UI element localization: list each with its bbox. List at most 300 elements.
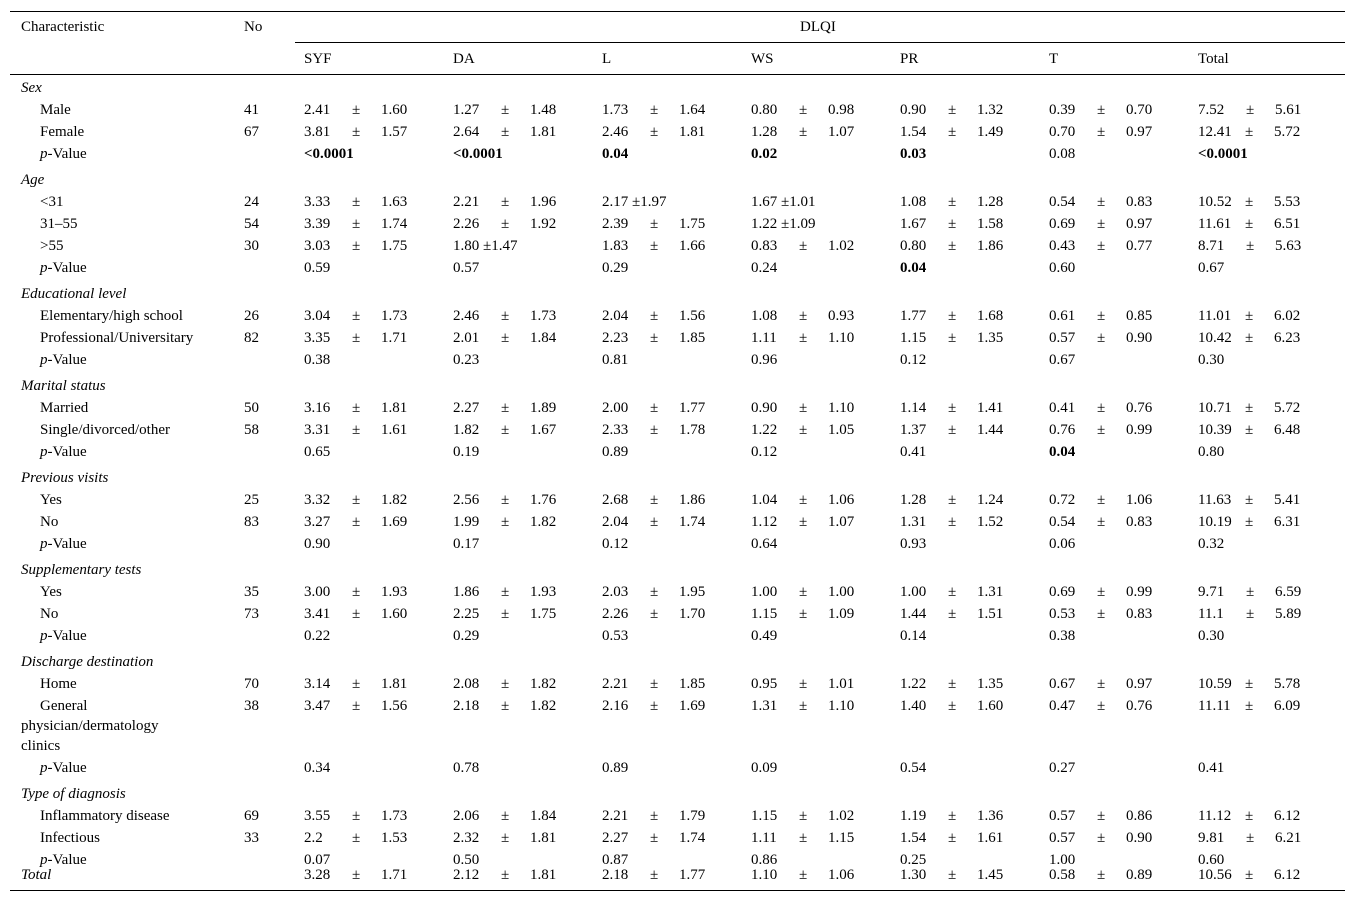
cell-pm: ± (650, 584, 659, 600)
cell-mean: 11.61 (1198, 216, 1232, 232)
row-label: Yes (40, 584, 62, 600)
cell-pm: ± (799, 238, 808, 254)
cell-pm: ± (650, 216, 659, 232)
cell-pm: ± (1245, 308, 1254, 324)
cell-pm: ± (650, 492, 659, 508)
cell-sd: 1.01 (828, 676, 855, 692)
cell-sd: 0.76 (1126, 400, 1153, 416)
row-count: 35 (244, 584, 259, 600)
cell-sd: 1.75 (679, 216, 706, 232)
cell-mean: 2.56 (453, 492, 480, 508)
pvalue-label-p: p (40, 628, 48, 644)
cell-pm: ± (650, 830, 659, 846)
cell-pm: ± (352, 514, 361, 530)
pvalue: 0.03 (900, 146, 927, 162)
pvalue-label (40, 758, 87, 778)
cell-sd: 1.92 (530, 216, 557, 232)
pvalue-label-p: p (40, 852, 48, 868)
cell-mean: 7.52 (1198, 102, 1225, 118)
cell-mean: 1.44 (900, 606, 927, 622)
row-count: 26 (244, 308, 259, 324)
total-cell-mean: 1.30 (900, 867, 927, 883)
pvalue: 0.86 (751, 852, 778, 868)
group-heading: Supplementary tests (21, 562, 142, 578)
row-count: 58 (244, 422, 259, 438)
group-heading: Age (21, 172, 45, 188)
cell-sd: 1.60 (381, 102, 408, 118)
cell-sd: 1.93 (381, 584, 408, 600)
row-label: Male (40, 102, 71, 118)
pvalue: 0.27 (1049, 760, 1076, 776)
cell-sd: 1.10 (828, 698, 855, 714)
cell-sd: 1.48 (530, 102, 557, 118)
cell-sd: 1.07 (828, 124, 855, 140)
cell-pm: ± (1097, 698, 1106, 714)
row-count: 30 (244, 238, 259, 254)
cell-mean: 3.31 (304, 422, 331, 438)
cell-pm: ± (501, 606, 510, 622)
pvalue: 0.59 (304, 260, 331, 276)
pvalue: 0.41 (900, 444, 927, 460)
cell-sd: 0.97 (1126, 124, 1153, 140)
pvalue: 0.64 (751, 536, 778, 552)
cell-pm: ± (799, 698, 808, 714)
cell-mean: 0.95 (751, 676, 778, 692)
cell-mean: 2.26 (453, 216, 480, 232)
cell-pm: ± (501, 514, 510, 530)
cell-sd: 6.21 (1275, 830, 1302, 846)
cell-mean: 1.08 (751, 308, 778, 324)
cell-mean: 0.70 (1049, 124, 1076, 140)
cell-mean: 1.22 (900, 676, 927, 692)
pvalue-label (40, 534, 87, 554)
cell-pm: ± (1245, 808, 1254, 824)
cell-mean: 2.23 (602, 330, 629, 346)
cell-pm: ± (501, 216, 510, 232)
pvalue: 0.30 (1198, 628, 1225, 644)
cell-mean: 1.15 (751, 606, 778, 622)
cell-sd: 6.02 (1274, 308, 1301, 324)
cell-sd: 1.24 (977, 492, 1004, 508)
cell-sd: 1.79 (679, 808, 706, 824)
cell-mean: 1.19 (900, 808, 927, 824)
cell-pm: ± (352, 492, 361, 508)
cell-sd: 1.74 (381, 216, 408, 232)
cell-mean: 11.12 (1198, 808, 1232, 824)
row-label: General physician/dermatology clinics (21, 698, 159, 754)
cell-mean: 2.04 (602, 514, 629, 530)
cell-pm: ± (948, 514, 957, 530)
cell-mean: 1.00 (900, 584, 927, 600)
cell-mean: 1.00 (751, 584, 778, 600)
cell-mean: 3.16 (304, 400, 331, 416)
row-count: 38 (244, 698, 259, 714)
cell-sd: 6.09 (1274, 698, 1301, 714)
cell-pm: ± (799, 400, 808, 416)
pvalue: 0.24 (751, 260, 778, 276)
cell-sd: 1.96 (530, 194, 557, 210)
cell-pm: ± (948, 808, 957, 824)
cell-pm: ± (501, 808, 510, 824)
cell-mean: 3.00 (304, 584, 331, 600)
pvalue-label (40, 144, 87, 164)
cell-mean: 9.81 (1198, 830, 1225, 846)
pvalue-label (40, 258, 87, 278)
pvalue: 0.78 (453, 760, 480, 776)
cell-sd: 1.15 (828, 830, 855, 846)
cell-pm: ± (650, 102, 659, 118)
cell-pm: ± (1097, 194, 1106, 210)
cell-mean: 1.28 (900, 492, 927, 508)
cell-mean: 1.82 (453, 422, 480, 438)
cell-pm: ± (650, 238, 659, 254)
cell-value: 2.17 ±1.97 (602, 194, 667, 210)
cell-sd: 0.97 (1126, 216, 1153, 232)
cell-sd: 1.75 (530, 606, 557, 622)
cell-mean: 2.01 (453, 330, 480, 346)
cell-pm: ± (352, 830, 361, 846)
cell-sd: 0.76 (1126, 698, 1153, 714)
cell-sd: 1.51 (977, 606, 1004, 622)
cell-sd: 1.66 (679, 238, 706, 254)
pvalue: 0.60 (1049, 260, 1076, 276)
pvalue: 0.57 (453, 260, 480, 276)
row-label: >55 (40, 238, 64, 254)
cell-sd: 1.73 (381, 808, 408, 824)
cell-sd: 1.68 (977, 308, 1004, 324)
cell-pm: ± (1097, 400, 1106, 416)
cell-pm: ± (1245, 330, 1254, 346)
cell-sd: 6.51 (1274, 216, 1301, 232)
cell-mean: 0.57 (1049, 830, 1076, 846)
cell-sd: 1.06 (1126, 492, 1153, 508)
cell-pm: ± (948, 830, 957, 846)
cell-sd: 1.82 (381, 492, 408, 508)
cell-mean: 1.31 (900, 514, 927, 530)
cell-mean: 0.54 (1049, 194, 1076, 210)
cell-mean: 11.01 (1198, 308, 1232, 324)
cell-sd: 1.61 (977, 830, 1004, 846)
cell-mean: 2.27 (602, 830, 629, 846)
cell-sd: 0.83 (1126, 194, 1153, 210)
pvalue: 0.04 (1049, 444, 1076, 460)
cell-mean: 3.03 (304, 238, 331, 254)
pvalue: 0.29 (453, 628, 480, 644)
total-cell-pm: ± (501, 867, 510, 883)
cell-sd: 1.49 (977, 124, 1004, 140)
cell-pm: ± (650, 606, 659, 622)
cell-pm: ± (948, 308, 957, 324)
cell-sd: 1.81 (381, 400, 408, 416)
pvalue: 0.38 (1049, 628, 1076, 644)
cell-pm: ± (799, 124, 808, 140)
cell-mean: 3.81 (304, 124, 331, 140)
cell-sd: 1.85 (679, 330, 706, 346)
cell-mean: 1.04 (751, 492, 778, 508)
cell-sd: 1.36 (977, 808, 1004, 824)
total-cell-sd: 1.45 (977, 867, 1004, 883)
pvalue: 0.12 (751, 444, 778, 460)
header-characteristic: Characteristic (21, 19, 105, 35)
total-cell-pm: ± (352, 867, 361, 883)
cell-mean: 2.46 (453, 308, 480, 324)
pvalue-label-suffix: -Value (47, 852, 87, 868)
cell-mean: 1.11 (751, 830, 777, 846)
cell-sd: 1.84 (530, 808, 557, 824)
cell-sd: 1.81 (530, 830, 557, 846)
row-count: 70 (244, 676, 259, 692)
pvalue: 0.17 (453, 536, 480, 552)
cell-pm: ± (1097, 808, 1106, 824)
pvalue: 0.89 (602, 444, 629, 460)
cell-mean: 2.21 (602, 676, 629, 692)
cell-sd: 6.12 (1274, 808, 1301, 824)
row-count: 50 (244, 400, 259, 416)
cell-sd: 0.90 (1126, 830, 1153, 846)
row-count: 24 (244, 194, 259, 210)
cell-mean: 0.69 (1049, 584, 1076, 600)
cell-sd: 1.85 (679, 676, 706, 692)
cell-mean: 0.39 (1049, 102, 1076, 118)
cell-sd: 1.02 (828, 238, 855, 254)
top-rule (10, 11, 1345, 12)
cell-sd: 0.85 (1126, 308, 1153, 324)
cell-mean: 3.04 (304, 308, 331, 324)
cell-pm: ± (1246, 606, 1255, 622)
cell-pm: ± (799, 514, 808, 530)
cell-pm: ± (650, 808, 659, 824)
cell-pm: ± (501, 830, 510, 846)
pvalue: 0.89 (602, 760, 629, 776)
pvalue: <0.0001 (453, 146, 503, 162)
cell-sd: 1.32 (977, 102, 1004, 118)
cell-pm: ± (352, 194, 361, 210)
row-label: Yes (40, 492, 62, 508)
header-col-ws: WS (751, 51, 774, 67)
cell-pm: ± (352, 330, 361, 346)
row-label: Married (40, 400, 89, 416)
row-label: Infectious (40, 830, 100, 846)
cell-mean: 3.35 (304, 330, 331, 346)
cell-pm: ± (948, 676, 957, 692)
cell-sd: 0.98 (828, 102, 855, 118)
total-cell-mean: 1.10 (751, 867, 778, 883)
cell-mean: 0.80 (900, 238, 927, 254)
cell-sd: 6.48 (1274, 422, 1301, 438)
cell-pm: ± (650, 698, 659, 714)
cell-pm: ± (352, 422, 361, 438)
cell-sd: 1.64 (679, 102, 706, 118)
cell-sd: 5.53 (1274, 194, 1301, 210)
cell-pm: ± (799, 492, 808, 508)
cell-sd: 1.41 (977, 400, 1004, 416)
cell-sd: 1.74 (679, 830, 706, 846)
cell-mean: 3.14 (304, 676, 331, 692)
cell-pm: ± (352, 124, 361, 140)
cell-sd: 0.77 (1126, 238, 1153, 254)
group-heading: Previous visits (21, 470, 109, 486)
cell-mean: 0.69 (1049, 216, 1076, 232)
cell-pm: ± (1097, 830, 1106, 846)
cell-sd: 0.97 (1126, 676, 1153, 692)
cell-sd: 1.58 (977, 216, 1004, 232)
cell-sd: 1.60 (381, 606, 408, 622)
total-cell-pm: ± (650, 867, 659, 883)
total-cell-pm: ± (799, 867, 808, 883)
cell-pm: ± (1246, 830, 1255, 846)
row-count: 83 (244, 514, 259, 530)
cell-pm: ± (650, 400, 659, 416)
cell-sd: 1.60 (977, 698, 1004, 714)
cell-mean: 1.11 (751, 330, 777, 346)
cell-sd: 1.07 (828, 514, 855, 530)
header-col-l: L (602, 51, 612, 67)
row-count: 69 (244, 808, 259, 824)
cell-pm: ± (799, 308, 808, 324)
cell-mean: 3.39 (304, 216, 331, 232)
cell-sd: 1.52 (977, 514, 1004, 530)
cell-mean: 3.27 (304, 514, 331, 530)
cell-pm: ± (1097, 308, 1106, 324)
cell-pm: ± (501, 330, 510, 346)
cell-pm: ± (1097, 514, 1106, 530)
cell-pm: ± (1245, 124, 1254, 140)
cell-sd: 6.31 (1274, 514, 1301, 530)
row-count: 54 (244, 216, 259, 232)
cell-mean: 3.47 (304, 698, 331, 714)
cell-mean: 1.15 (900, 330, 927, 346)
cell-mean: 1.73 (602, 102, 629, 118)
cell-pm: ± (501, 124, 510, 140)
cell-sd: 1.44 (977, 422, 1004, 438)
cell-sd: 0.83 (1126, 514, 1153, 530)
pvalue: 0.06 (1049, 536, 1076, 552)
cell-sd: 1.02 (828, 808, 855, 824)
row-label: Professional/Universitary (40, 330, 194, 346)
cell-pm: ± (948, 124, 957, 140)
cell-mean: 1.67 (900, 216, 927, 232)
cell-pm: ± (948, 400, 957, 416)
cell-mean: 0.41 (1049, 400, 1076, 416)
cell-sd: 0.86 (1126, 808, 1153, 824)
pvalue-label-suffix: -Value (47, 536, 87, 552)
row-label: Inflammatory disease (40, 808, 170, 824)
cell-mean: 2.16 (602, 698, 629, 714)
pvalue: 0.30 (1198, 352, 1225, 368)
cell-pm: ± (352, 676, 361, 692)
cell-sd: 1.74 (679, 514, 706, 530)
cell-pm: ± (948, 216, 957, 232)
cell-mean: 2.03 (602, 584, 629, 600)
cell-sd: 1.35 (977, 676, 1004, 692)
cell-pm: ± (1097, 238, 1106, 254)
cell-sd: 1.61 (381, 422, 408, 438)
cell-sd: 1.82 (530, 676, 557, 692)
cell-mean: 8.71 (1198, 238, 1225, 254)
pvalue: 0.87 (602, 852, 629, 868)
pvalue: 0.22 (304, 628, 331, 644)
row-count: 82 (244, 330, 259, 346)
cell-mean: 2.39 (602, 216, 629, 232)
cell-pm: ± (1246, 584, 1255, 600)
cell-mean: 1.37 (900, 422, 927, 438)
cell-mean: 2.32 (453, 830, 480, 846)
cell-mean: 1.86 (453, 584, 480, 600)
cell-mean: 0.57 (1049, 808, 1076, 824)
pvalue: 0.25 (900, 852, 927, 868)
cell-pm: ± (650, 676, 659, 692)
cell-sd: 5.72 (1274, 124, 1301, 140)
cell-sd: 1.81 (679, 124, 706, 140)
pvalue: 0.38 (304, 352, 331, 368)
cell-mean: 0.57 (1049, 330, 1076, 346)
cell-sd: 1.81 (381, 676, 408, 692)
group-heading: Sex (21, 80, 42, 96)
total-cell-mean: 2.18 (602, 867, 629, 883)
pvalue-label-suffix: -Value (47, 146, 87, 162)
header-rule (10, 74, 1345, 75)
cell-sd: 1.35 (977, 330, 1004, 346)
cell-mean: 2.64 (453, 124, 480, 140)
total-cell-mean: 0.58 (1049, 867, 1076, 883)
total-cell-sd: 1.71 (381, 867, 408, 883)
cell-pm: ± (501, 676, 510, 692)
pvalue-label-suffix: -Value (47, 628, 87, 644)
cell-pm: ± (799, 808, 808, 824)
cell-mean: 1.40 (900, 698, 927, 714)
cell-pm: ± (501, 194, 510, 210)
cell-sd: 5.78 (1274, 676, 1301, 692)
cell-pm: ± (352, 400, 361, 416)
header-col-da: DA (453, 51, 475, 67)
cell-mean: 2.21 (602, 808, 629, 824)
cell-pm: ± (948, 330, 957, 346)
cell-mean: 2.2 (304, 830, 323, 846)
pvalue: 0.53 (602, 628, 629, 644)
cell-pm: ± (352, 102, 361, 118)
cell-pm: ± (501, 584, 510, 600)
cell-mean: 2.33 (602, 422, 629, 438)
cell-value: 1.22 ±1.09 (751, 216, 816, 232)
cell-mean: 0.80 (751, 102, 778, 118)
pvalue: 1.00 (1049, 852, 1076, 868)
pvalue-label-p: p (40, 536, 48, 552)
cell-pm: ± (352, 698, 361, 714)
cell-pm: ± (799, 102, 808, 118)
cell-mean: 3.32 (304, 492, 331, 508)
cell-sd: 1.81 (530, 124, 557, 140)
cell-sd: 5.61 (1275, 102, 1302, 118)
cell-sd: 1.71 (381, 330, 408, 346)
pvalue-label (40, 442, 87, 462)
cell-pm: ± (948, 492, 957, 508)
pvalue-label-suffix: -Value (47, 760, 87, 776)
cell-pm: ± (650, 514, 659, 530)
cell-pm: ± (501, 102, 510, 118)
cell-pm: ± (1097, 216, 1106, 232)
pvalue-label-suffix: -Value (47, 444, 87, 460)
pvalue: <0.0001 (1198, 146, 1248, 162)
pvalue-label (40, 350, 87, 370)
cell-pm: ± (799, 330, 808, 346)
cell-pm: ± (650, 422, 659, 438)
cell-mean: 1.54 (900, 830, 927, 846)
cell-mean: 1.54 (900, 124, 927, 140)
cell-pm: ± (948, 238, 957, 254)
cell-mean: 2.21 (453, 194, 480, 210)
cell-pm: ± (948, 422, 957, 438)
cell-sd: 1.73 (530, 308, 557, 324)
